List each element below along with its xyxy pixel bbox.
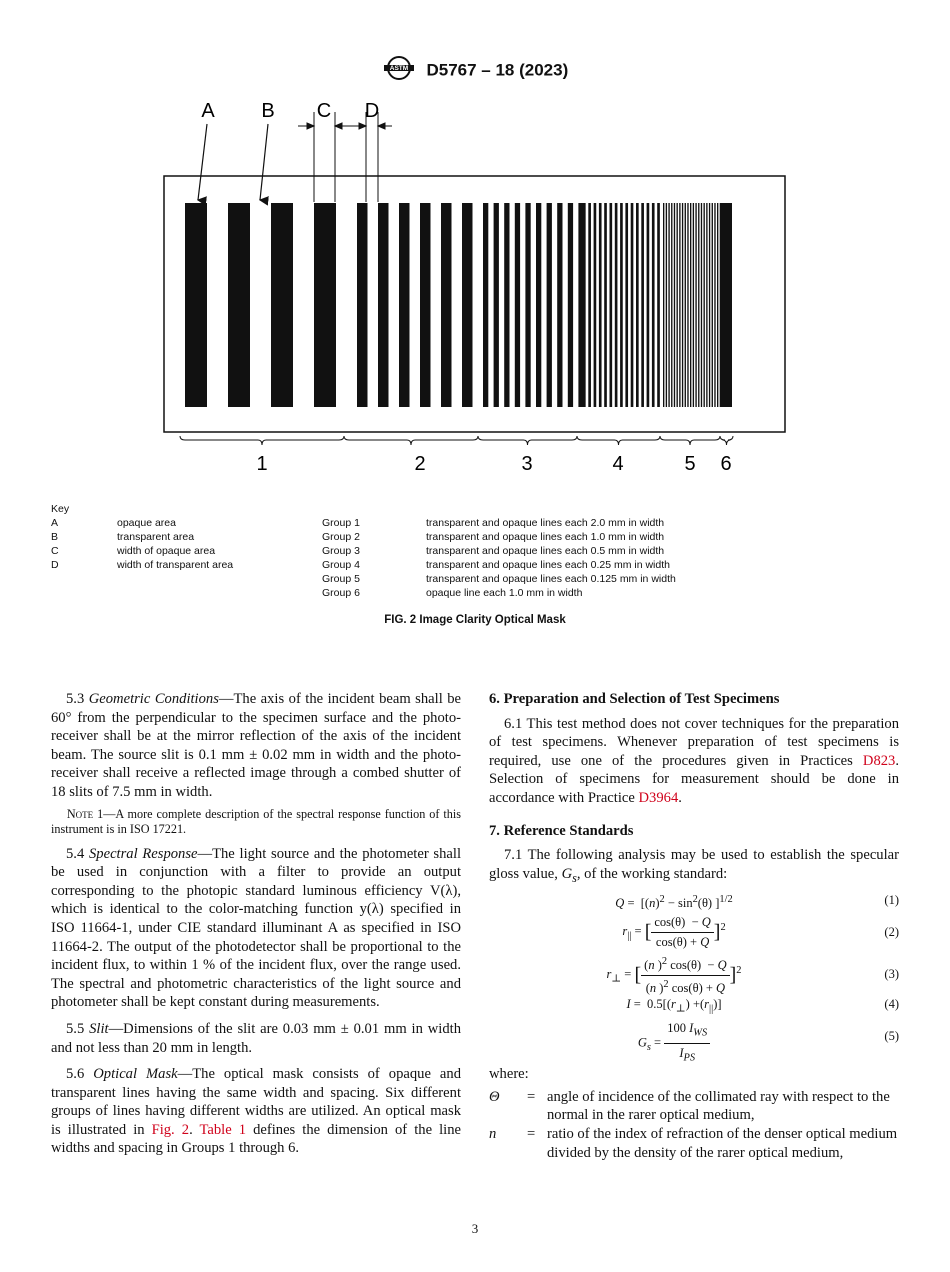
callout-a: A — [201, 100, 215, 122]
mask-line-group5 — [701, 203, 702, 407]
mask-line-group5 — [714, 203, 715, 407]
mask-line-group4 — [625, 203, 628, 407]
key-sym-a: A — [51, 517, 59, 529]
group-brace-1 — [180, 436, 344, 445]
section-6-1: 6.1 This test method does not cover techniques for the preparation of test specimens. Whenever preparation of test specimens is required, use one of the procedures given in Practices D823. Selection of specimens for measurement should be done in accordance with Practice D3964. — [489, 715, 899, 806]
designation: D5767 – 18 (2023) — [426, 60, 569, 80]
mask-line-group4 — [588, 203, 591, 407]
mask-line-group2 — [420, 203, 431, 407]
mask-line-group4 — [615, 203, 618, 407]
mask-line-group4 — [604, 203, 607, 407]
mask-line-group4 — [620, 203, 623, 407]
mask-line-group4 — [583, 203, 586, 407]
link-fig-2[interactable]: Fig. 2 — [151, 1121, 190, 1138]
group-label-1: 1 — [256, 453, 268, 475]
mask-line-group4 — [594, 203, 597, 407]
symbol-definitions — [489, 1088, 899, 1162]
mask-line-group5 — [695, 203, 696, 407]
group-label-3: 3 — [521, 453, 533, 475]
mask-line-group5 — [712, 203, 713, 407]
heading-section-7: 7. Reference Standards — [489, 822, 634, 839]
mask-line-group2 — [462, 203, 473, 407]
group-label-6: 6 — [720, 453, 732, 475]
dimension-marks — [298, 112, 392, 202]
mask-line-group3 — [578, 203, 583, 407]
group-braces — [180, 436, 733, 445]
mask-line-group4 — [657, 203, 660, 407]
section-7-1: 7.1 The following analysis may be used to establish the specular gloss value, $G_s$, of the working standard: — [489, 847, 899, 885]
mask-line-group5 — [663, 203, 664, 407]
callout-b: B — [261, 100, 275, 122]
key-desc-d: width of transparent area — [117, 559, 234, 571]
where-label: where: — [489, 1066, 529, 1083]
mask-line-group5 — [685, 203, 686, 407]
mask-line-group6 — [721, 203, 732, 407]
page-number: 3 — [471, 1221, 479, 1236]
mask-line-group2 — [378, 203, 389, 407]
section-5-3: 5.3 Geometric Conditions—The axis of the incident beam shall be 60° from the perpendicular to the specimen surface and the photo-receiver shall be at the mirror reflection of the axis of the incident beam. The source slit is 0.1 mm ± 0.02 mm in width and the photo-receiver shall receive a reflected image through a combed shutter of 18 slits of 7.5 mm in width. — [51, 691, 462, 800]
link-d823[interactable]: D823 — [862, 752, 896, 769]
mask-line-group5 — [704, 203, 705, 407]
section-5-4: 5.4 Spectral Response—The light source and the photometer shall be used in conjunction with a filter to provide an output corresponding to the photopic standard luminous efficiency V(λ), which is identical to the color-matching function y(λ) specified in ISO 11664-1, under CIE standard illuminant A as specified in ISO 11664-2. The output of the photodetector shall be proportional to the incident flux, to within 1 % of the incident flux, over the range used. The spectral and photometric characteristics of the light source and photometer shall be kept constant during measurements. — [51, 845, 461, 1011]
key-title: Key — [51, 503, 70, 515]
mask-line-group5 — [668, 203, 669, 407]
mask-line-group3 — [483, 203, 488, 407]
mask-line-group5 — [666, 203, 667, 407]
mask-line-group4 — [647, 203, 650, 407]
mask-line-group5 — [679, 203, 680, 407]
mask-line-group4 — [641, 203, 644, 407]
mask-line-group1 — [228, 203, 250, 407]
key-desc-b: transparent area — [117, 531, 195, 543]
mask-line-group4 — [610, 203, 613, 407]
mask-line-group1 — [314, 203, 336, 407]
group-label-4: 4 — [612, 453, 624, 475]
key-group-6: Group 6 — [322, 587, 360, 599]
key-group-desc-3: transparent and opaque lines each 0.5 mm in width — [426, 545, 665, 557]
mask-line-group1 — [185, 203, 207, 407]
note-1: Note 1—A more complete description of the spectral response function of this instrument is in ISO 17221. — [51, 806, 462, 836]
left-column — [51, 690, 461, 1158]
mask-line-group5 — [677, 203, 678, 407]
leader-b — [260, 124, 268, 200]
equation-3: $r_\perp$ = [ $\frac{(n )^2 \cos(\theta) - Q}{(n )^2 \cos(\theta) + Q}$ ]$^2$ (3) — [489, 953, 899, 995]
mask-line-group5 — [706, 203, 707, 407]
equation-2: $r_{||}$ = [ $\frac{\cos(\theta) - Q}{\cos(\theta) + Q}$ ]$^2$ (2) — [622, 915, 899, 949]
section-5-5: 5.5 Slit—Dimensions of the slit are 0.03 mm ± 0.01 mm in width and not less than 20 mm in length. — [51, 1020, 461, 1056]
mask-line-group3 — [557, 203, 562, 407]
mask-line-group2 — [441, 203, 452, 407]
mask-line-group5 — [693, 203, 694, 407]
mask-line-group5 — [698, 203, 699, 407]
logo-text: ASTM — [389, 65, 408, 73]
mask-line-group5 — [690, 203, 691, 407]
mask-line-group2 — [399, 203, 410, 407]
mask-line-group4 — [599, 203, 602, 407]
definition-theta: Θ = angle of incidence of the collimated ray with respect to the normal in the rarer optical medium, — [489, 1088, 890, 1124]
mask-line-group1 — [271, 203, 293, 407]
group-brace-4 — [577, 436, 660, 445]
mask-line-group4 — [636, 203, 639, 407]
equation-1: $Q = [(n)^2 - \sin^2(\theta)$ ]$^{1/2}$ (1) — [615, 893, 899, 911]
link-table-1[interactable]: Table 1 — [199, 1121, 247, 1138]
mask-line-group5 — [717, 203, 718, 407]
key-group-5: Group 5 — [322, 573, 360, 585]
group-brace-5 — [660, 436, 720, 445]
group-brace-2 — [344, 436, 478, 445]
right-column — [489, 690, 899, 1162]
mask-line-group3 — [525, 203, 530, 407]
key-group-1: Group 1 — [322, 517, 360, 529]
group-brace-3 — [478, 436, 577, 445]
mask-line-group3 — [515, 203, 520, 407]
mask-line-group3 — [568, 203, 573, 407]
mask-lines — [185, 203, 732, 407]
key-group-desc-1: transparent and opaque lines each 2.0 mm in width — [426, 517, 665, 529]
group-brace-6 — [720, 436, 733, 445]
key-sym-b: B — [51, 531, 59, 543]
mask-line-group3 — [494, 203, 499, 407]
mask-line-group5 — [709, 203, 710, 407]
key-sym-c: C — [51, 545, 59, 557]
key-sym-d: D — [51, 559, 59, 571]
section-5-6: 5.6 Optical Mask—The optical mask consists of opaque and transparent lines having the same width and spacing. Six different groups of lines having different widths are utilized. An optical mask is illustrated in Fig. 2. Table 1 defines the dimension of the line widths and spacing in Groups 1 through 6. — [51, 1066, 461, 1157]
key-group-desc-5: transparent and opaque lines each 0.125 mm in width — [426, 573, 676, 585]
definition-n: n = ratio of the index of refraction of the denser optical medium divided by the density of the rarer optical medium, — [489, 1126, 898, 1161]
mask-frame — [164, 176, 785, 432]
mask-line-group5 — [720, 203, 721, 407]
mask-line-group4 — [652, 203, 655, 407]
mask-line-group3 — [536, 203, 541, 407]
key-group-desc-6: opaque line each 1.0 mm in width — [426, 587, 583, 599]
link-d3964[interactable]: D3964 — [638, 789, 679, 806]
callout-d: D — [364, 100, 380, 122]
mask-line-group5 — [687, 203, 688, 407]
mask-line-group5 — [682, 203, 683, 407]
figure-caption: FIG. 2 Image Clarity Optical Mask — [384, 614, 566, 626]
callout-c: C — [316, 100, 332, 122]
mask-line-group3 — [547, 203, 552, 407]
heading-section-6: 6. Preparation and Selection of Test Specimens — [489, 691, 780, 707]
mask-line-group5 — [674, 203, 675, 407]
optical-mask-figure — [0, 0, 950, 480]
mask-line-group4 — [631, 203, 634, 407]
key-desc-a: opaque area — [117, 517, 176, 529]
mask-line-group2 — [357, 203, 368, 407]
group-label-2: 2 — [414, 453, 426, 475]
mask-line-group5 — [671, 203, 672, 407]
equation-5: $G_s$ = $\frac{100 I_{WS}}{I_{PS}}$ (5) — [637, 1021, 899, 1064]
key-group-4: Group 4 — [322, 559, 360, 571]
mask-line-group3 — [504, 203, 509, 407]
key-group-3: Group 3 — [322, 545, 360, 557]
key-group-2: Group 2 — [322, 531, 360, 543]
key-desc-c: width of opaque area — [117, 545, 216, 557]
equation-4: $I = 0.5[(r_\perp) +(r_{||})]$ (4) — [626, 997, 899, 1015]
key-group-desc-4: transparent and opaque lines each 0.25 mm in width — [426, 559, 670, 571]
leader-a — [198, 124, 207, 200]
key-group-desc-2: transparent and opaque lines each 1.0 mm in width — [426, 531, 665, 543]
group-label-5: 5 — [684, 453, 696, 475]
